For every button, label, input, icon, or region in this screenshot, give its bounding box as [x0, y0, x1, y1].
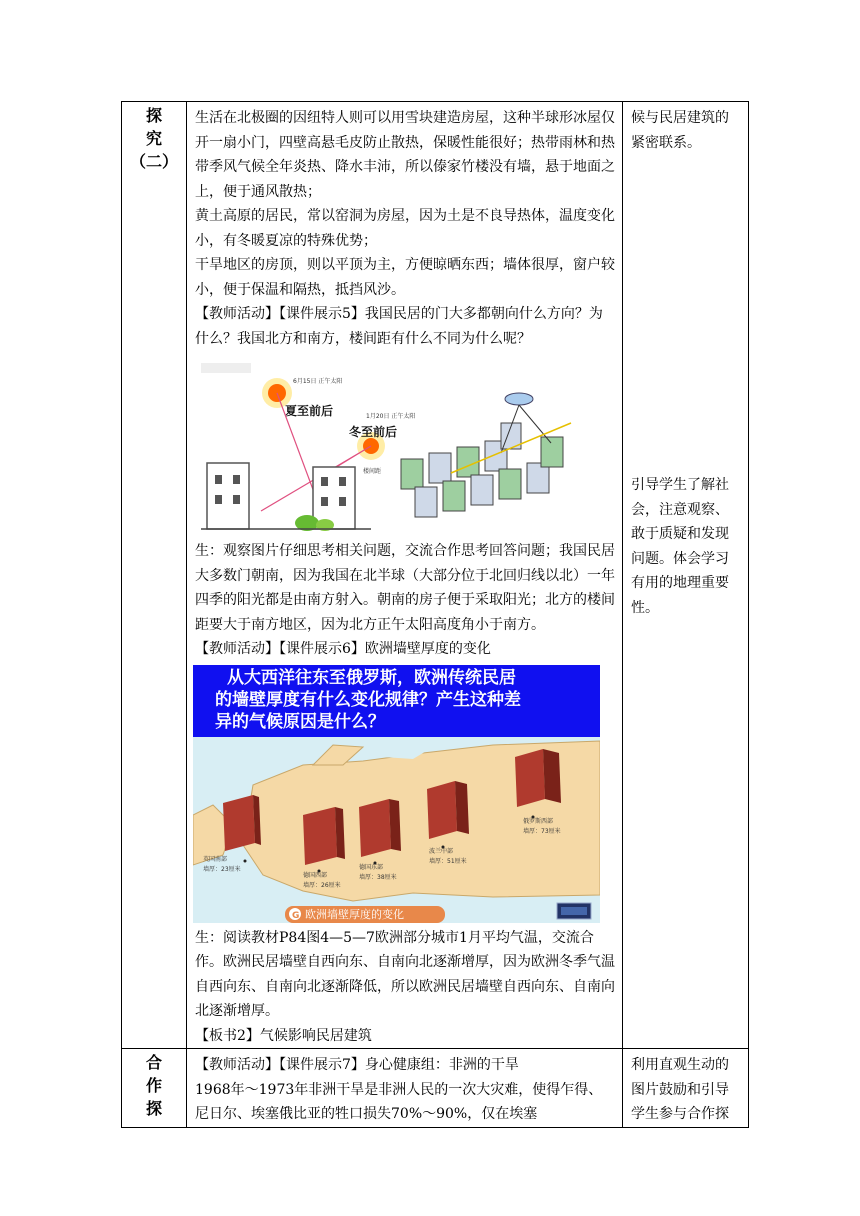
wall-pl [427, 781, 469, 839]
wall-name: 英国南部 [203, 855, 228, 863]
design-intent-cell [623, 1049, 749, 1128]
paragraph: 生活在北极圈的因纽特人则可以用雪块建造房屋，这种半球形冰屋仅开一扇小门，四壁高悬毛皮防止散热，保暖性能很好；热带雨林和热带季风气候全年炎热、降水丰沛，所以傣家竹楼没有墙，悬于地面之上，便于通风散热； [195, 110, 615, 200]
design-intent-cell [623, 102, 749, 1049]
paragraph: 【板书2】气候影响民居建筑 [195, 1027, 372, 1044]
wall-name: 俄罗斯西部 [523, 817, 554, 825]
paragraph: 生：阅读教材P84图4—5—7欧洲部分城市1月平均气温，交流合作。欧洲民居墙壁自西向东、自南向北逐渐增厚，因为欧洲冬季气温自西向东、自南向北逐渐降低，所以欧洲民居墙壁自西向东、自南向北逐渐增厚。 [195, 929, 615, 1019]
wall-name: 波兰中部 [429, 847, 454, 855]
summer-label: 夏至前后 [285, 404, 334, 418]
design-note: 利用直观生动的图片鼓励和引导学生参与合作探 [631, 1057, 729, 1122]
europe-wall-figure [193, 665, 600, 923]
content-cell [187, 102, 623, 1049]
section-label-line: 究 [145, 129, 162, 148]
wall-thickness: 墙厚：73厘米 [523, 827, 561, 835]
sun-angle-illustration [201, 363, 593, 535]
wall-thickness: 墙厚：23厘米 [203, 865, 241, 873]
sun-angle-figure [201, 363, 593, 535]
wall-thickness: 墙厚：26厘米 [303, 881, 341, 889]
wall-name: 德国西部 [303, 871, 328, 879]
wall-name: 德国东部 [359, 863, 384, 871]
section-label-line: 探 [145, 106, 162, 125]
paragraph: 1968年～1973年非洲干旱是非洲人民的一次大灾难，使得乍得、尼日尔、埃塞俄比亚的牲口损失70%～90%，仅在埃塞 [195, 1081, 603, 1122]
lesson-plan-table [121, 101, 749, 1128]
distance-note: 楼间距 [363, 468, 382, 475]
section-label-line: 合 [145, 1053, 162, 1072]
europe-map [193, 665, 600, 923]
content-cell [187, 1049, 623, 1128]
paragraph: 【教师活动】【课件展示7】身心健康组：非洲的干旱 [195, 1057, 519, 1073]
banner-line: 异的气候原因是什么？ [215, 711, 385, 732]
banner-line: 的墙壁厚度有什么变化规律？产生这种差 [215, 689, 521, 710]
summer-sun-note: 6月15日 正午太阳 [293, 378, 343, 385]
section-label-line: 作 [145, 1076, 162, 1095]
building-cluster [401, 393, 571, 517]
paragraph: 【教师活动】【课件展示5】我国民居的门大多都朝向什么方向？为什么？我国北方和南方，楼间距有什么不同为什么呢？ [195, 306, 603, 347]
wall-thickness: 墙厚：51厘米 [429, 857, 467, 865]
paragraph: 干旱地区的房顶，则以平顶为主，方便晾晒东西；墙体很厚，窗户较小，便于保温和隔热，抵挡风沙。 [195, 257, 615, 298]
section-label-line: （二） [129, 152, 178, 171]
winter-label: 冬至前后 [349, 425, 398, 439]
banner-line: 从大西洋往东至俄罗斯，欧洲传统民居 [227, 667, 516, 688]
design-note: 引导学生了解社会，注意观察、敢于质疑和发现问题。体会学习有用的地理重要性。 [631, 477, 729, 616]
paragraph: 黄土高原的居民，常以窑洞为房屋，因为土是不良导热体，温度变化小，有冬暖夏凉的特殊优势； [195, 208, 615, 249]
wall-ru [515, 749, 561, 807]
wall-uk [223, 795, 261, 851]
paragraph: 【教师活动】【课件展示6】欧洲墙壁厚度的变化 [195, 641, 491, 657]
section-row-explore-2 [122, 102, 749, 1049]
section-row-cooperate [122, 1049, 749, 1128]
wall-thickness: 墙厚：38厘米 [359, 873, 397, 881]
figure-caption: 欧洲墙壁厚度的变化 [305, 907, 404, 921]
section-label-cell [122, 1049, 187, 1128]
wall-de-west [303, 807, 345, 865]
section-label-line: 探 [145, 1099, 162, 1118]
paragraph: 生：观察图片仔细思考相关问题，交流合作思考回答问题；我国民居大多数门朝南，因为我国在北半球（大部分位于北回归线以北）一年四季的阳光都是由南方射入。朝南的房子便于采取阳光；北方的楼间距要大于南方地区，因为北方正午太阳高度角小于南方。 [195, 543, 615, 633]
winter-sun-note: 1月20日 正午太阳 [366, 413, 416, 420]
wall-de-east [359, 799, 401, 857]
design-note: 候与民居建筑的紧密联系。 [631, 110, 729, 151]
section-label-cell [122, 102, 187, 1049]
caption-mark: G [292, 910, 300, 921]
